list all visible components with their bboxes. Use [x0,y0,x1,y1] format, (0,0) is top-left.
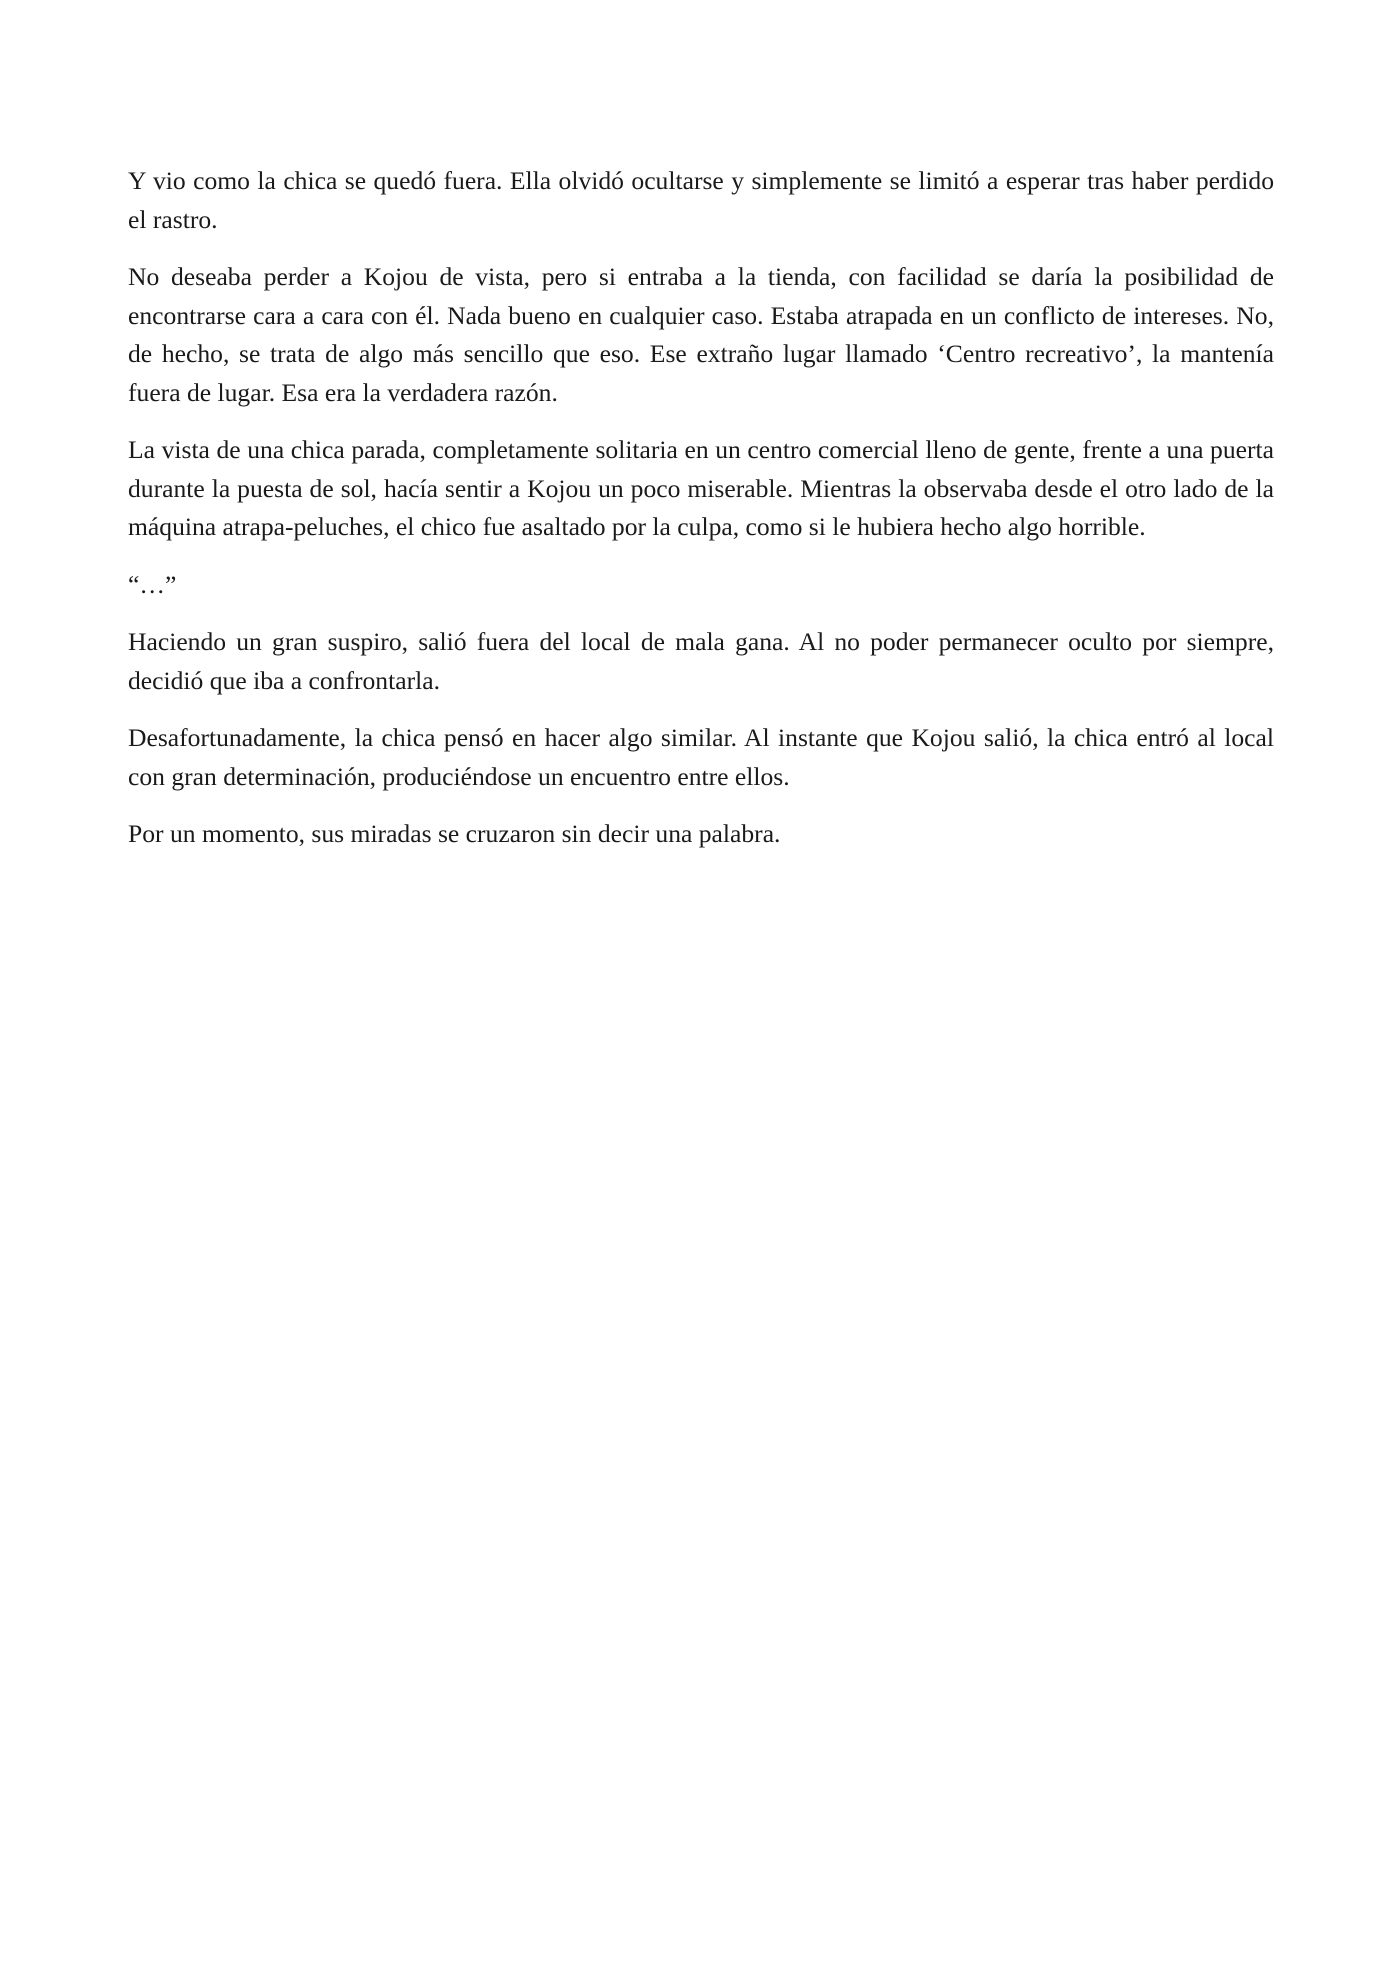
paragraph: Por un momento, sus miradas se cruzaron sin decir una palabra. [128,819,781,848]
ellipsis-dialogue: “…” [128,569,177,599]
paragraph: Haciendo un gran suspiro, salió fuera del local de mala gana. Al no poder permanecer oculto por siempre, decidió que iba a confrontarla. [128,627,1274,695]
paragraph: La vista de una chica parada, completamente solitaria en un centro comercial lleno de gente, frente a una puerta durante la puesta de sol, hacía sentir a Kojou un poco miserable. Mientras la observaba desde el otro lado de la máquina atrapa-peluches, el chico fue asaltado por la culpa, como si le hubiera hecho algo horrible. [128,435,1274,541]
body-text [128,162,1274,854]
paragraph: Desafortunadamente, la chica pensó en hacer algo similar. Al instante que Kojou salió, la chica entró al local con gran determinación, produciéndose un encuentro entre ellos. [128,723,1274,791]
paragraph: Y vio como la chica se quedó fuera. Ella olvidó ocultarse y simplemente se limitó a esperar tras haber perdido el rastro. [128,166,1274,234]
paragraph: No deseaba perder a Kojou de vista, pero si entraba a la tienda, con facilidad se daría la posibilidad de encontrarse cara a cara con él. Nada bueno en cualquier caso. Estaba atrapada en un conflicto de intereses. No, de hecho, se trata de algo más sencillo que eso. Ese extraño lugar llamado ‘Centro recreativo’, la mantenía fuera de lugar. Esa era la verdadera razón. [128,262,1274,407]
